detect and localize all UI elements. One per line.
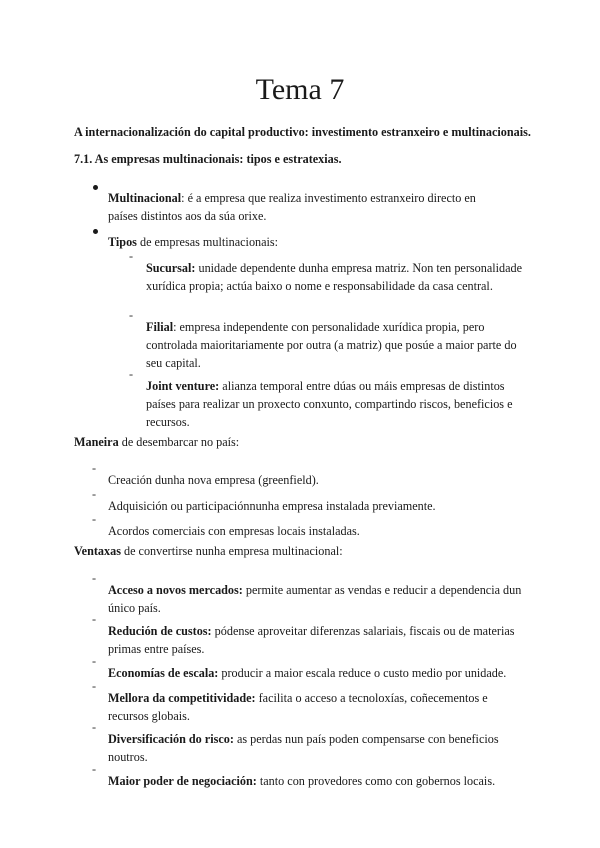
- tipo-filial: [146, 318, 526, 372]
- definition: producir a maior escala reduce o custo medio por unidade.: [218, 666, 507, 681]
- ventaxa-item: [108, 772, 538, 790]
- page-title: Tema 7: [255, 73, 345, 106]
- definition: : é a empresa que realiza investimento estranxeiro directo en países distintos aos da súa orixe.: [108, 191, 476, 224]
- bullet-dot-icon: [93, 185, 98, 190]
- definition: de desembarcar no país:: [118, 435, 240, 449]
- bullet-multinacional: [108, 189, 508, 225]
- subsection-heading: 7.1. As empresas multinacionais: tipos e estratexias.: [74, 152, 342, 166]
- term: Sucursal:: [146, 261, 196, 276]
- dash-icon: -: [92, 571, 97, 585]
- term: Filial: [146, 320, 174, 335]
- term: Economías de escala:: [108, 666, 219, 681]
- term: Joint venture:: [146, 379, 220, 394]
- maneira-item: Creación dunha nova empresa (greenfield).: [108, 473, 319, 488]
- ventaxa-item: [108, 730, 528, 766]
- dash-icon: -: [92, 654, 97, 668]
- term: Multinacional: [108, 191, 182, 206]
- definition: alianza temporal entre dúas ou máis empresas de distintos países para realizar un proxecto conxunto, compartindo riscos, beneficios e recursos.: [146, 379, 513, 430]
- definition: : empresa independente con personalidade xurídica propia, pero controlada maioritariamente por outra (a matriz) que posúe a maior parte do seu capital.: [146, 320, 517, 371]
- definition: pódense aproveitar diferenzas salariais, fiscais ou de materias primas entre países.: [108, 624, 515, 657]
- ventaxa-item: [108, 664, 538, 682]
- dash-icon: -: [92, 487, 97, 501]
- term: Mellora da competitividade:: [108, 691, 256, 706]
- definition: de empresas multinacionais:: [136, 235, 279, 250]
- term: Ventaxas: [74, 544, 121, 558]
- maneira-item: Acordos comerciais con empresas locais instaladas.: [108, 524, 360, 539]
- definition: de convertirse nunha empresa multinacional:: [120, 544, 343, 558]
- maneira-item: Adquisición ou participaciónnunha empresa instalada previamente.: [108, 499, 436, 514]
- term: Acceso a novos mercados:: [108, 583, 243, 598]
- ventaxa-item: [108, 622, 528, 658]
- dash-icon: -: [129, 308, 134, 322]
- definition: tanto con provedores como con gobernos locais.: [256, 774, 496, 789]
- dash-icon: -: [92, 720, 97, 734]
- definition: unidade dependente dunha empresa matriz. Non ten personalidade xurídica propia; actúa baixo o nome e responsabilidade da casa central.: [146, 261, 523, 294]
- tipo-joint-venture: [146, 377, 526, 431]
- definition: as perdas nun país poden compensarse con beneficios noutros.: [108, 732, 499, 765]
- term: Diversificación do risco:: [108, 732, 234, 747]
- dash-icon: -: [92, 461, 97, 475]
- dash-icon: -: [92, 512, 97, 526]
- dash-icon: -: [129, 249, 134, 263]
- maneira-intro: [74, 433, 554, 451]
- term: Maneira: [74, 435, 119, 449]
- definition: facilita o acceso a tecnoloxías, coñecementos e recursos globais.: [108, 691, 488, 724]
- term: Tipos: [108, 235, 137, 250]
- definition: permite aumentar as vendas e reducir a dependencia dun único país.: [108, 583, 522, 616]
- term: Maior poder de negociación:: [108, 774, 257, 789]
- dash-icon: -: [92, 762, 97, 776]
- dash-icon: -: [92, 679, 97, 693]
- dash-icon: -: [92, 612, 97, 626]
- bullet-tipos: [108, 233, 508, 251]
- ventaxa-item: [108, 689, 528, 725]
- term: Redución de custos:: [108, 624, 212, 639]
- ventaxa-item: [108, 581, 528, 617]
- dash-icon: -: [129, 367, 134, 381]
- tipo-sucursal: [146, 259, 526, 295]
- section-heading: A internacionalización do capital productivo: investimento estranxeiro e multinacionais.: [74, 125, 531, 139]
- bullet-dot-icon: [93, 229, 98, 234]
- ventaxas-intro: [74, 542, 554, 560]
